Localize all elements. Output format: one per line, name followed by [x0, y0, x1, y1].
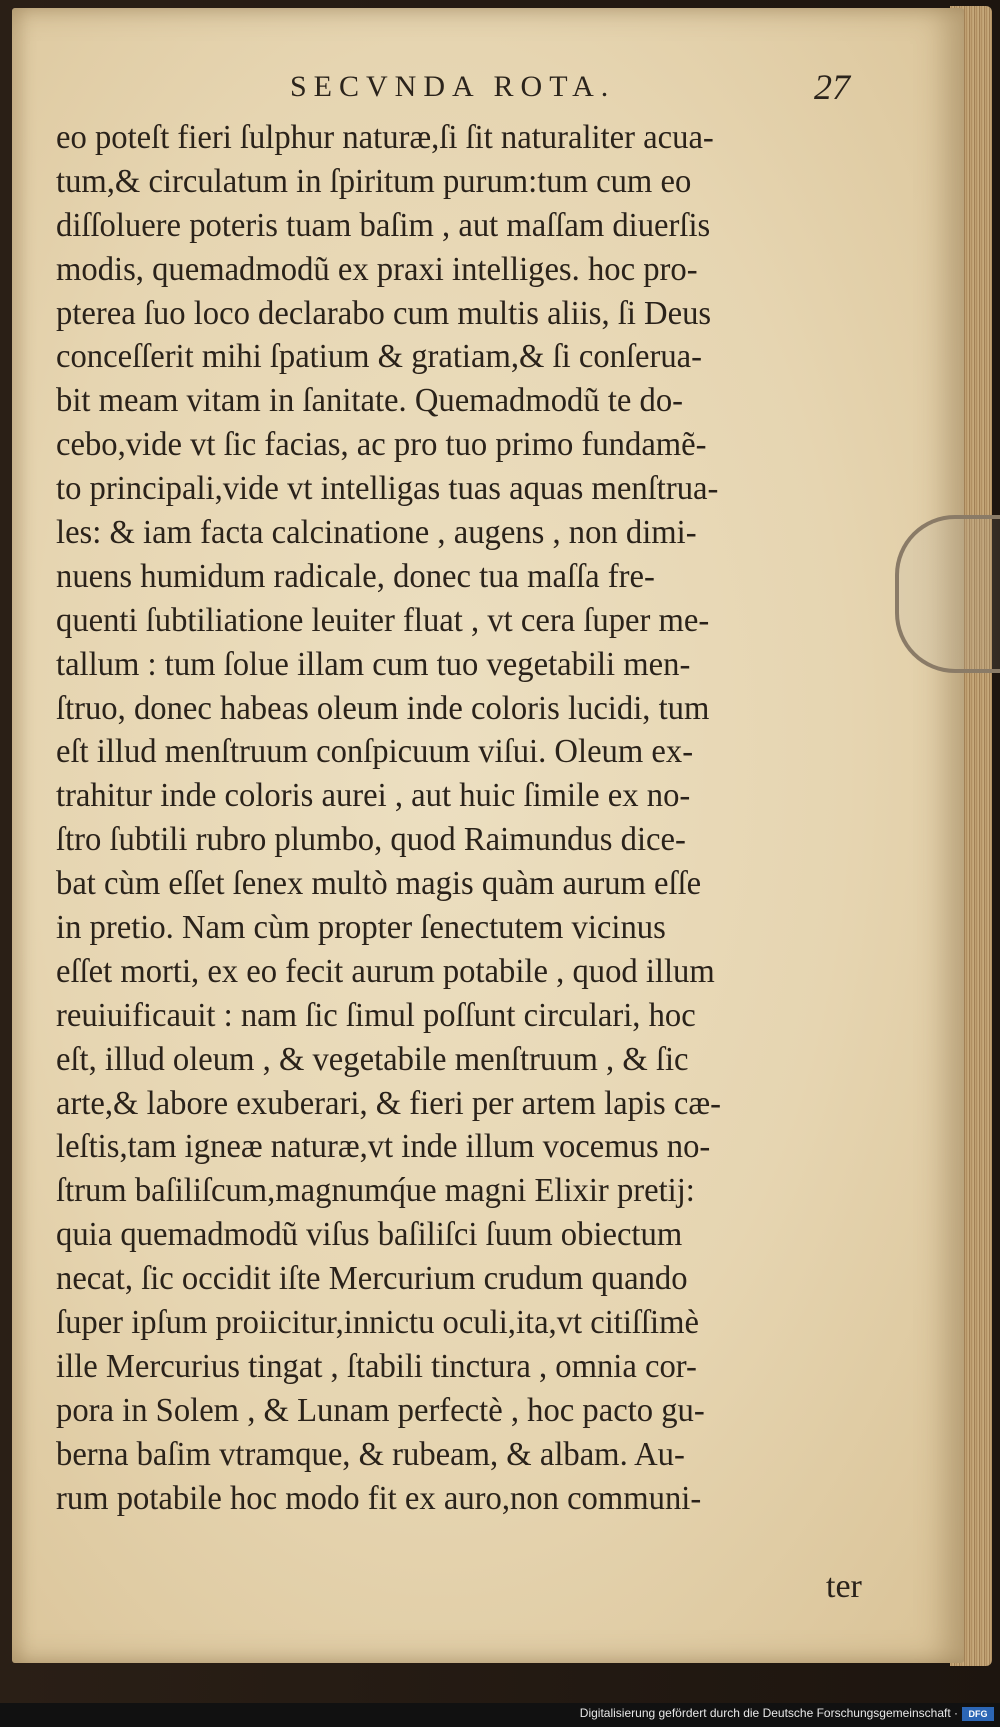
text-line: eſt, illud oleum , & vegetabile menſtruum , & ſic: [56, 1040, 689, 1078]
text-line: rum potabile hoc modo fit ex auro,non communi-: [56, 1479, 702, 1517]
digitization-credit: Digitalisierung gefördert durch die Deutsche Forschungsgemeinschaft ·: [579, 1706, 958, 1720]
catchword: ter: [826, 1568, 862, 1605]
text-line: tallum : tum ſolue illam cum tuo vegetabili men-: [56, 645, 691, 683]
text-line: bat cùm eſſet ſenex multò magis quàm aurum eſſe: [56, 865, 702, 903]
text-line: ſtruo, donec habeas oleum inde coloris lucidi, tum: [56, 689, 710, 727]
text-line: nuens humidum radicale, donec tua maſſa fre-: [56, 557, 655, 595]
text-line: quia quemadmodũ viſus baſiliſci ſuum obiectum: [56, 1216, 683, 1254]
text-line: ſtrum baſiliſcum,magnumq́ue magni Elixir pretij:: [56, 1172, 695, 1210]
text-line: ſtro ſubtili rubro plumbo, quod Raimundus dice-: [56, 821, 686, 859]
page-header: [72, 66, 902, 116]
text-line: tum,& circulatum in ſpiritum purum:tum cum eo: [56, 162, 692, 200]
text-line: pterea ſuo loco declarabo cum multis aliis, ſi Deus: [56, 294, 712, 332]
page-clip: [895, 515, 1000, 673]
text-line: pora in Solem , & Lunam perfectè , hoc pacto gu-: [56, 1391, 705, 1429]
running-head: SECVNDA ROTA.: [290, 70, 616, 103]
page-number: 27: [814, 67, 850, 107]
book-page: [12, 8, 964, 1663]
text-line: modis, quemadmodũ ex praxi intelliges. hoc pro-: [56, 250, 698, 288]
text-line: reuiuificauit : nam ſic ſimul poſſunt circulari, hoc: [56, 996, 696, 1034]
text-line: berna baſim vtramque, & rubeam, & albam. Au-: [56, 1435, 685, 1473]
text-line: quenti ſubtiliatione leuiter fluat , vt cera ſuper me-: [56, 601, 710, 639]
text-line: trahitur inde coloris aurei , aut huic ſimile ex no-: [56, 777, 691, 815]
text-line: leſtis,tam igneæ naturæ,vt inde illum vocemus no-: [56, 1128, 711, 1166]
dfg-logo: DFG: [962, 1707, 994, 1721]
text-line: ſuper ipſum proiicitur,innictu oculi,ita,vt citiſſimè: [56, 1304, 699, 1342]
text-line: conceſſerit mihi ſpatium & gratiam,& ſi conſerua-: [56, 338, 703, 376]
text-line: cebo,vide vt ſic facias, ac pro tuo primo fundamẽ-: [56, 426, 707, 464]
text-line: diſſoluere poteris tuam baſim , aut maſſam diuerſis: [56, 206, 711, 244]
text-line: necat, ſic occidit iſte Mercurium crudum quando: [56, 1260, 688, 1298]
text-line: eſſet morti, ex eo fecit aurum potabile , quod illum: [56, 952, 715, 990]
text-line: eo poteſt fieri ſulphur naturæ,ſi ſit naturaliter acua-: [56, 119, 714, 156]
text-line: les: & iam facta calcinatione , augens , non dimi-: [56, 514, 697, 552]
text-line: bit meam vitam in ſanitate. Quemadmodũ te do-: [56, 382, 684, 420]
text-line: to principali,vide vt intelligas tuas aquas menſtrua-: [56, 470, 719, 508]
text-line: eſt illud menſtruum conſpicuum viſui. Oleum ex-: [56, 733, 694, 771]
text-line: arte,& labore exuberari, & fieri per artem lapis cæ-: [56, 1084, 721, 1122]
text-line: ille Mercurius tingat , ſtabili tinctura , omnia cor-: [56, 1347, 697, 1385]
body-text: [56, 116, 916, 1521]
text-line: in pretio. Nam cùm propter ſenectutem vicinus: [56, 909, 666, 947]
